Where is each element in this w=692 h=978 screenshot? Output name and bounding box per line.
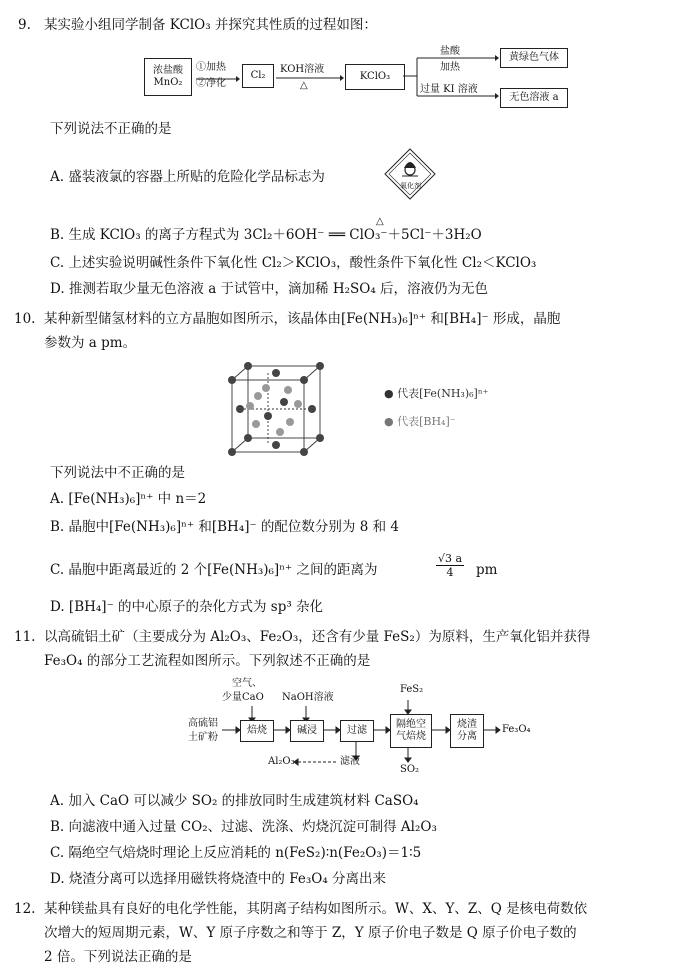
flow11-filtrate: 滤液: [340, 756, 360, 767]
flow11-filter-box: [340, 720, 374, 742]
q9-option-a: A. 盛装液氯的容器上所贴的危险化学品标志为: [50, 169, 325, 185]
q11-option-a: A. 加入 CaO 可以减少 SO₂ 的排放同时生成建筑材料 CaSO₄: [50, 793, 419, 809]
q10-option-b: B. 晶胞中[Fe(NH₃)₆]ⁿ⁺ 和[BH₄]⁻ 的配位数分别为 8 和 4: [50, 519, 399, 535]
q10-crystal-cell: [226, 360, 326, 460]
flow-ore2: 土矿粉: [188, 732, 218, 743]
fraction-numerator: √3 a: [437, 552, 463, 565]
q9-option-b-condition: △: [376, 216, 384, 227]
q11-option-d: D. 烧渣分离可以选择用磁铁将烧渣中的 Fe₃O₄ 分离出来: [50, 871, 387, 887]
q9-stem: 某实验小组同学制备 KClO₃ 并探究其性质的过程如图：: [44, 17, 377, 33]
flow11-al2o3: Al₂O₃: [268, 756, 295, 767]
q9-option-b: B. 生成 KClO₃ 的离子方程式为 3Cl₂＋6OH⁻ ══ ClO₃⁻＋5Cl⁻＋3H₂O: [50, 227, 482, 243]
q10-number: 10.: [14, 311, 36, 327]
q10-option-a: A. [Fe(NH₃)₆]ⁿ⁺ 中 n＝2: [50, 491, 207, 507]
flow-kclo3-box: [345, 64, 405, 90]
flow-start-box: [144, 58, 192, 96]
flow11-sep2: 分离: [457, 731, 477, 742]
flow-step1b: ②净化: [196, 78, 226, 89]
q11-option-b: B. 向滤液中通入过量 CO₂、过滤、洗涤、灼烧沉淀可制得 Al₂O₃: [50, 819, 437, 835]
flow-air1: 空气、: [232, 678, 262, 689]
q9-number: 9.: [18, 17, 31, 33]
flow-kclo3: KClO₃: [359, 71, 391, 82]
flow11-fe3o4: Fe₃O₄: [502, 724, 531, 735]
flow-heat: △: [300, 80, 308, 91]
q12-number: 12.: [14, 901, 36, 917]
fraction-denominator: 4: [446, 566, 454, 579]
flow-step1a: ①加热: [196, 62, 226, 73]
q12-line1: 某种镁盐具有良好的电化学性能，其阴离子结构如图所示。W、X、Y、Z、Q 是核电荷数依: [44, 901, 588, 917]
flow11-sep-box: [450, 714, 484, 748]
flow-colorless-box: [500, 88, 568, 108]
q12-line2: 次增大的短周期元素，W、Y 原子序数之和等于 Z，Y 原子价电子数是 Q 原子价电子数的: [44, 925, 577, 941]
q10-legend-bh4: ● 代表[BH₄]⁻: [384, 415, 456, 428]
flow-fes2: FeS₂: [400, 684, 424, 695]
flow11-roast: 焙烧: [247, 725, 267, 736]
flow-yellow-gas: 黄绿色气体: [509, 52, 559, 63]
flow-hcl: 盐酸: [440, 46, 460, 57]
q12-line3: 2 倍。下列说法正确的是: [44, 949, 192, 965]
oxidizer-hazard-icon: [384, 148, 436, 200]
flow11-iso1: 隔绝空: [396, 719, 426, 730]
flow11-iso-box: [390, 714, 432, 748]
flow-colorless: 无色溶液 a: [509, 92, 559, 103]
q10-prompt: 下列说法中不正确的是: [50, 465, 185, 481]
flow-ki: 过量 KI 溶液: [420, 84, 478, 95]
flow11-iso2: 气焙烧: [396, 731, 426, 742]
flow-arrow-1: [196, 76, 240, 82]
flow11-so2: SO₂: [400, 764, 420, 775]
flow-start-line1: 浓盐酸: [153, 65, 183, 76]
q9-prompt: 下列说法不正确的是: [50, 121, 172, 137]
flow-cl2-box: [242, 64, 274, 88]
flow11-filter: 过滤: [347, 725, 367, 736]
q10-option-d: D. [BH₄]⁻ 的中心原子的杂化方式为 sp³ 杂化: [50, 599, 324, 615]
flow11-roast-box: [240, 720, 274, 742]
flow-air2: 少量CaO: [222, 692, 264, 703]
q9-option-d: D. 推测若取少量无色溶液 a 于试管中，滴加稀 H₂SO₄ 后，溶液仍为无色: [50, 281, 489, 297]
flow-yellow-gas-box: [500, 48, 568, 68]
q10-legend-fe: ● 代表[Fe(NH₃)₆]ⁿ⁺: [384, 387, 489, 400]
flow-cl2: Cl₂: [250, 70, 266, 81]
flow-naoh: NaOH溶液: [282, 692, 334, 703]
q11-stem-line2: Fe₃O₄ 的部分工艺流程如图所示。下列叙述不正确的是: [44, 653, 371, 669]
flow-ore1: 高硫铝: [188, 718, 218, 729]
q11-stem-line1: 以高硫铝土矿（主要成分为 Al₂O₃、Fe₂O₃，还含有少量 FeS₂）为原料，生产氧化铝并获得: [44, 629, 591, 645]
q10-stem-line1: 某种新型储氢材料的立方晶胞如图所示，该晶体由[Fe(NH₃)₆]ⁿ⁺ 和[BH₄]⁻ 形成，晶胞: [44, 311, 561, 327]
flow-start-line2: MnO₂: [153, 77, 183, 88]
flow-koh: KOH溶液: [280, 64, 325, 75]
q9-option-c: C. 上述实验说明碱性条件下氧化性 Cl₂＞KClO₃，酸性条件下氧化性 Cl₂＜KClO₃: [50, 255, 537, 271]
q11-number: 11.: [14, 629, 36, 645]
q11-option-c: C. 隔绝空气焙烧时理论上反应消耗的 n(FeS₂)∶n(Fe₂O₃)＝1∶5: [50, 845, 422, 861]
q10-option-c-unit: pm: [476, 562, 498, 578]
flow11-sep1: 烧渣: [457, 719, 477, 730]
flow-arrow-2: [276, 75, 344, 81]
oxidizer-label: 氧化剂: [400, 182, 421, 190]
q10-option-c: C. 晶胞中距离最近的 2 个[Fe(NH₃)₆]ⁿ⁺ 之间的距离为: [50, 562, 378, 578]
flow11-leach: 碱浸: [297, 725, 317, 736]
q10-option-c-fraction: [436, 552, 464, 579]
flow11-leach-box: [290, 720, 324, 742]
flow-heat2: 加热: [440, 62, 460, 73]
q10-stem-line2: 参数为 a pm。: [44, 335, 137, 351]
